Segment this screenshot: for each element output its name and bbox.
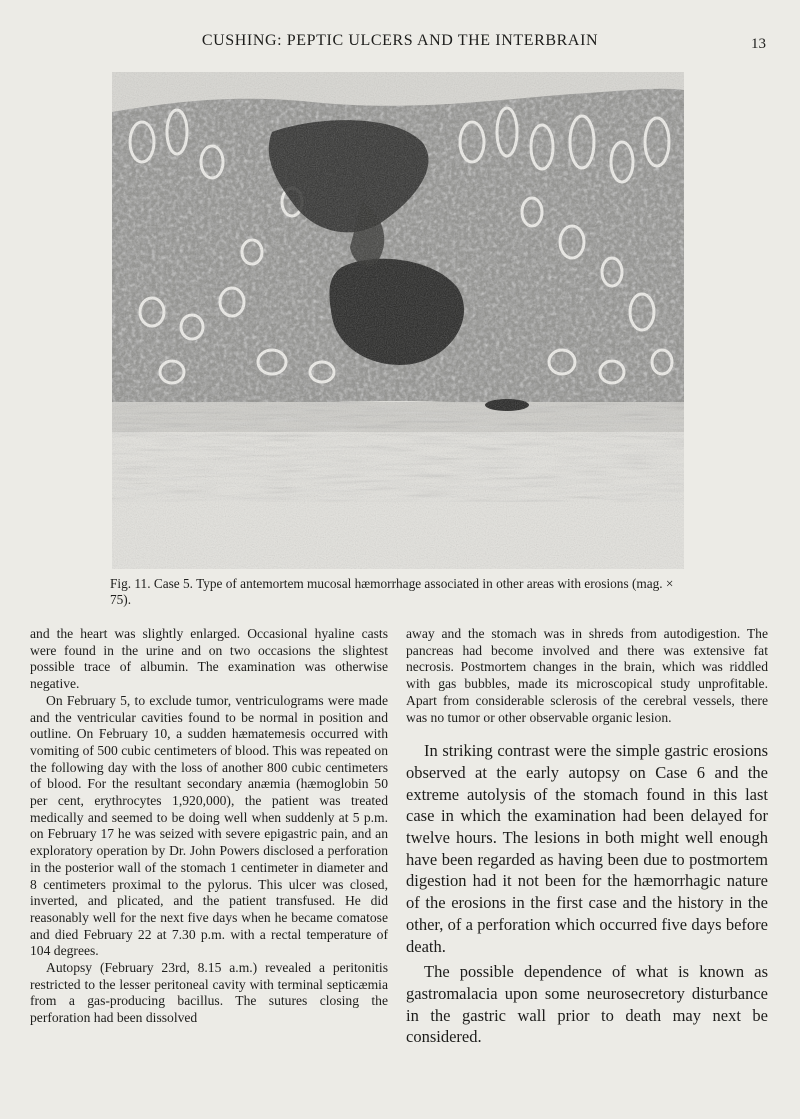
left-paragraph-3: Autopsy (February 23rd, 8.15 a.m.) revealed a peritonitis restricted to the lesser peritoneal cavity with terminal septicæmia from a gas-producing bacillus. The sutures closing the perforation had been dissolved <box>30 960 388 1026</box>
left-paragraph-2: On February 5, to exclude tumor, ventriculograms were made and the ventricular cavities found to be normal in position and outline. On February 10, a sudden hæmatemesis occurred with vomiting of 500 cubic centimeters of blood. This was repeated on the following day with the loss of another 800 cubic centimeters of blood. For the resultant secondary anæmia (hæmoglobin 50 per cent, erythrocytes 1,920,000), the patient was treated medically and seemed to be doing well when suddenly at 5 p.m. on February 17 he was seized with severe epigastric pain, and an exploratory operation by Dr. John Powers disclosed a perforation in the posterior wall of the stomach 1 centimeter in diameter and 8 centimeters proximal to the pylorus. This ulcer was closed, inverted, and plicated, and the patient transfused. He did reasonably well for the next five days when he became comatose and died February 22 at 7.30 p.m. with a rectal temperature of 104 degrees. <box>30 692 388 959</box>
left-column <box>30 626 388 1027</box>
micrograph-figure <box>112 72 684 569</box>
right-paragraph-1: away and the stomach was in shreds from autodigestion. The pancreas had become involved and there was extensive fat necrosis. Postmortem changes in the brain, which was riddled with gas bubbles, made its microscopical study unprofitable. Apart from considerable sclerosis of the cerebral vessels, there was no tumor or other observable organic lesion. <box>406 626 768 725</box>
page-header <box>0 32 800 54</box>
running-title: CUSHING: PEPTIC ULCERS AND THE INTERBRAIN <box>201 32 599 49</box>
right-paragraph-2: In striking contrast were the simple gastric erosions observed at the early autopsy on Case 6 and the extreme autolysis of the stomach found in this last case in which the examination had been delayed for twelve hours. The lesions in both might well enough have been regarded as having been due to postmortem digestion had it not been for the hæmorrhagic nature of the erosions in the first case and the history in the other, of a perforation which occurred five days before death. <box>406 741 768 956</box>
micrograph-image <box>112 72 684 569</box>
right-column <box>406 626 768 1048</box>
right-paragraph-3: The possible dependence of what is known as gastromalacia upon some neurosecretory disturbance in the gastric wall prior to death may next be considered. <box>406 962 768 1047</box>
page-number: 13 <box>751 36 766 52</box>
figure-caption: Fig. 11. Case 5. Type of antemortem mucosal hæmorrhage associated in other areas with erosions (mag. × 75). <box>110 576 674 607</box>
left-paragraph-1: and the heart was slightly enlarged. Occasional hyaline casts were found in the urine and on two occasions the slightest possible trace of albumin. The examination was otherwise negative. <box>30 626 388 692</box>
